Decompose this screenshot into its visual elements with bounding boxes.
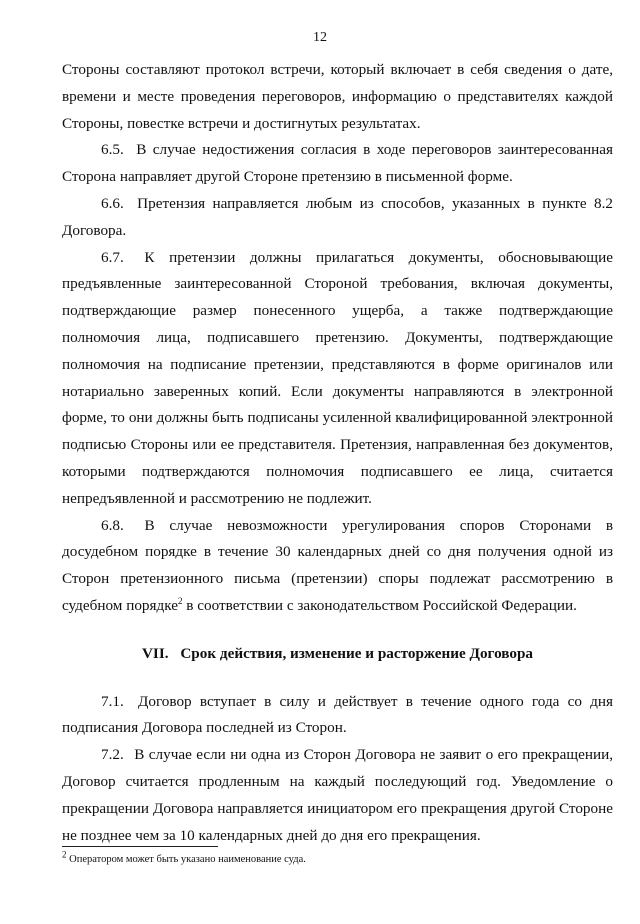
paragraph-text: Договор вступает в силу и действует в течение одного года со дня подписания Договора последней из Сторон. xyxy=(62,692,613,737)
paragraph-6-6 xyxy=(62,191,613,245)
paragraph-6-8 xyxy=(62,513,613,620)
paragraph-text: К претензии должны прилагаться документы, обосновывающие предъявленные заинтересованной Стороной требования, включая документы, подтверждающие размер понесенного ущерба, а также подтверждающие полномочия лица, подписавшего претензию. Документы, подтверждающие полномочия на подписание претензии, представляются в форме оригиналов или нотариально заверенных копий. Если документы направляются в электронной форме, то они должны быть подписаны усиленной квалифицированной электронной подписью Стороны или ее представителя. Претензия, направленная без документов, которыми подтверждаются полномочия подписавшего ее лица, считается непредъявленной и рассмотрению не подлежит. xyxy=(62,248,613,507)
page-number: 12 xyxy=(313,30,327,45)
paragraph-7-2 xyxy=(62,742,613,849)
paragraph-text-continued: в соответствии с законодательством Российской Федерации. xyxy=(182,596,577,614)
footnote-text: Оператором может быть указано наименование суда. xyxy=(66,854,306,865)
paragraph-6-5 xyxy=(62,137,613,191)
paragraph-7-1 xyxy=(62,689,613,743)
section-heading xyxy=(62,641,613,668)
footnote-mark: 2 xyxy=(62,849,67,860)
paragraph-text: В случае недостижения согласия в ходе переговоров заинтересованная Сторона направляет другой Стороне претензию в письменной форме. xyxy=(62,141,613,186)
paragraph-number: 6.5. xyxy=(101,141,124,159)
paragraph-number: 7.1. xyxy=(101,692,124,710)
section-number: VII. xyxy=(141,644,169,662)
footnote xyxy=(62,849,306,867)
paragraph-text: Претензия направляется любым из способов, указанных в пункте 8.2 Договора. xyxy=(62,194,614,239)
paragraph-6-7 xyxy=(62,245,613,513)
paragraph-6-4-continuation xyxy=(62,57,613,137)
paragraph-number: 6.6. xyxy=(101,194,124,212)
document-body xyxy=(62,57,613,849)
paragraph-number: 6.8. xyxy=(101,516,124,534)
paragraph-text: В случае если ни одна из Сторон Договора не заявит о его прекращении, Договор считается продленным на каждый последующий год. Уведомление о прекращении Договора направляется инициатором его прекращения другой Стороне не позднее чем за 10 календарных дней до дня его прекращения. xyxy=(62,746,614,844)
section-title: Срок действия, изменение и расторжение Договора xyxy=(180,644,534,662)
footnote-reference: 2 xyxy=(177,595,183,606)
paragraph-text: Стороны составляют протокол встречи, который включает в себя сведения о дате, времени и месте проведения переговоров, информацию о представителях каждой Стороны, повестке встречи и достигнутых результатах. xyxy=(62,61,613,132)
paragraph-number: 7.2. xyxy=(101,746,124,764)
paragraph-text: В случае невозможности урегулирования споров Сторонами в досудебном порядке в течение 30 календарных дней со дня получения одной из Сторон претензионного письма (претензии) споры подлежат рассмотрению в судебном порядке xyxy=(62,516,613,614)
paragraph-number: 6.7. xyxy=(101,248,124,266)
footnote-divider xyxy=(62,846,218,847)
